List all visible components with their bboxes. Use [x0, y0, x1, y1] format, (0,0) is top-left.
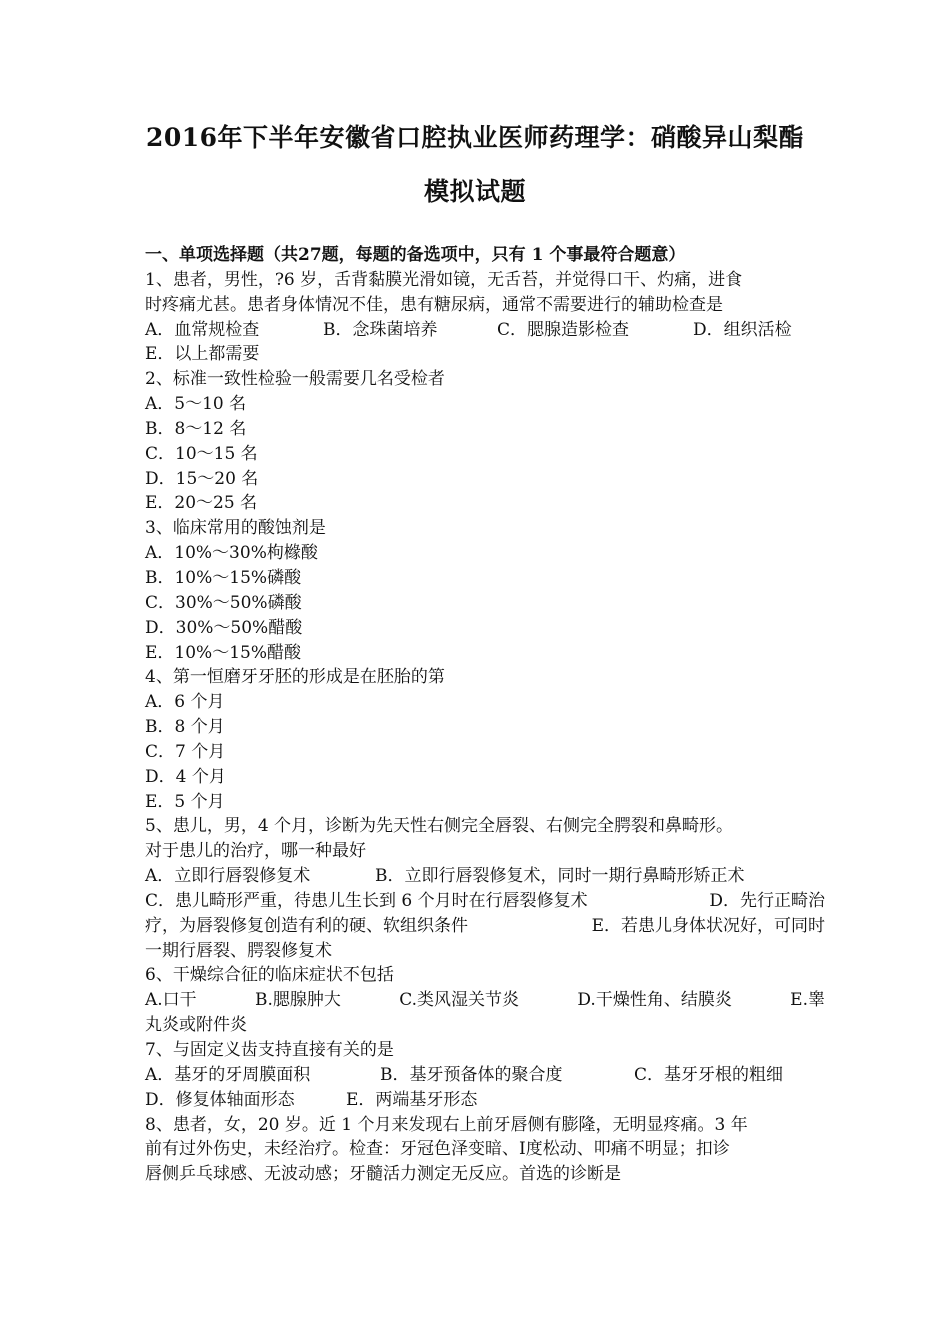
question-1-stem-line-2: 时疼痛尤甚。患者身体情况不佳，患有糖尿病，通常不需要进行的辅助检查是: [145, 294, 723, 315]
option-e[interactable]: E．以上都需要: [145, 344, 260, 365]
option-a[interactable]: A．立即行唇裂修复术: [145, 866, 311, 887]
option-d-continued[interactable]: 疗，为唇裂修复创造有利的硬、软组织条件: [145, 915, 468, 936]
option-c[interactable]: C.类风湿关节炎: [399, 990, 520, 1011]
section-heading: 一、单项选择题（共27题，每题的备选项中，只有 1 个事最符合题意）: [145, 245, 686, 265]
question-2-stem: 2、标准一致性检验一般需要几名受检者: [145, 369, 445, 390]
question-5-options-row-1: [145, 864, 825, 889]
option-b[interactable]: B．8～12 名: [145, 418, 247, 439]
option-e[interactable]: E．若患儿身体状况好，可同时: [591, 915, 825, 936]
option-e[interactable]: E．10%～15%醋酸: [145, 642, 301, 663]
option-a[interactable]: A.口干: [145, 990, 197, 1011]
question-3-stem: 3、临床常用的酸蚀剂是: [145, 518, 326, 539]
option-b[interactable]: B．基牙预备体的聚合度: [380, 1064, 563, 1085]
option-d[interactable]: D．30%～50%醋酸: [145, 617, 303, 638]
option-c[interactable]: C．10～15 名: [145, 443, 258, 464]
option-e[interactable]: E．两端基牙形态: [346, 1089, 478, 1110]
option-d[interactable]: D．先行正畸治: [709, 890, 825, 911]
option-e[interactable]: E.睾: [790, 990, 825, 1011]
question-5-stem-line-1: 5、患儿，男，4 个月，诊断为先天性右侧完全唇裂、右侧完全腭裂和鼻畸形。: [145, 816, 734, 837]
option-c[interactable]: C．患儿畸形严重，待患儿生长到 6 个月时在行唇裂修复术: [145, 890, 588, 911]
option-e[interactable]: E．5 个月: [145, 791, 225, 812]
question-6-stem: 6、干燥综合征的临床症状不包括: [145, 965, 394, 986]
question-1-stem-line-1: 1、患者，男性，?6 岁，舌背黏膜光滑如镜，无舌苔，并觉得口干、灼痛，进食: [145, 269, 743, 290]
question-6-options-row-1: [145, 988, 825, 1013]
option-d[interactable]: D．修复体轴面形态: [145, 1089, 295, 1110]
question-7-options-row-2: [145, 1088, 825, 1113]
option-c[interactable]: C．30%～50%磷酸: [145, 592, 302, 613]
option-a[interactable]: A．基牙的牙周膜面积: [145, 1064, 311, 1085]
option-c[interactable]: C．腮腺造影检查: [497, 319, 630, 340]
option-b[interactable]: B．8 个月: [145, 717, 225, 738]
question-5-stem-line-2: 对于患儿的治疗，哪一种最好: [145, 841, 366, 862]
option-e[interactable]: E．20～25 名: [145, 493, 258, 514]
option-a[interactable]: A．血常规检查: [145, 319, 260, 340]
document-title-line-1: 2016年下半年安徽省口腔执业医师药理学：硝酸异山梨酯: [145, 123, 805, 152]
question-4-stem: 4、第一恒磨牙牙胚的形成是在胚胎的第: [145, 667, 445, 688]
option-d[interactable]: D．组织活检: [693, 319, 792, 340]
document-title-line-2: 模拟试题: [423, 177, 526, 206]
option-e-continued[interactable]: 一期行唇裂、腭裂修复术: [145, 940, 332, 961]
option-c[interactable]: C．7 个月: [145, 741, 226, 762]
question-1-options-row-1: [145, 318, 825, 343]
option-c[interactable]: C．基牙牙根的粗细: [634, 1064, 784, 1085]
option-e-continued[interactable]: 丸炎或附件炎: [145, 1015, 247, 1036]
question-8-stem-line-1: 8、患者，女，20 岁。近 1 个月来发现右上前牙唇侧有膨隆，无明显疼痛。3 年: [145, 1114, 748, 1135]
option-a[interactable]: A．6 个月: [145, 692, 225, 713]
option-b[interactable]: B．10%～15%磷酸: [145, 567, 302, 588]
option-d[interactable]: D.干燥性角、结膜炎: [577, 990, 732, 1011]
question-8-stem-line-3: 唇侧乒乓球感、无波动感；牙髓活力测定无反应。首选的诊断是: [145, 1164, 621, 1185]
option-b[interactable]: B．念珠菌培养: [323, 319, 438, 340]
option-d[interactable]: D．15～20 名: [145, 468, 259, 489]
option-d[interactable]: D．4 个月: [145, 766, 226, 787]
option-b[interactable]: B.腮腺肿大: [255, 990, 341, 1011]
option-b[interactable]: B．立即行唇裂修复术，同时一期行鼻畸形矫正术: [375, 866, 745, 887]
document-body: [145, 243, 825, 1187]
option-a[interactable]: A．10%～30%枸橼酸: [145, 543, 318, 564]
question-8-stem-line-2: 前有过外伤史，未经治疗。检查：牙冠色泽变暗、Ⅰ度松动、叩痛不明显；扣诊: [145, 1139, 730, 1160]
question-5-options-row-2: [145, 889, 825, 914]
option-a[interactable]: A．5～10 名: [145, 394, 247, 415]
question-5-options-row-3: [145, 914, 825, 939]
question-7-stem: 7、与固定义齿支持直接有关的是: [145, 1040, 394, 1060]
question-7-options-row-1: [145, 1063, 825, 1088]
